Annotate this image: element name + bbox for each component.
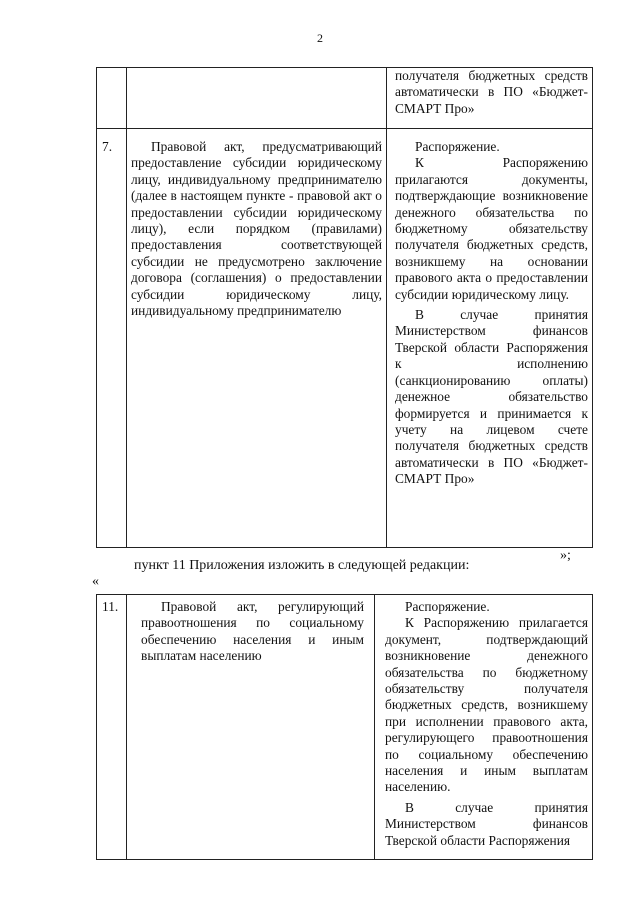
page-number: 2 xyxy=(317,31,323,45)
table-row xyxy=(97,129,593,548)
document-text: получателя бюджетных средств автоматически в ПО «Бюджет-СМАРТ Про» xyxy=(395,68,588,116)
table-row xyxy=(97,68,593,129)
regulation-table-part2 xyxy=(96,594,593,860)
legal-act-text: Правовой акт, предусматривающий предоставление субсидии юридическому лицу, индивидуальному предпринимателю (далее в настоящем пункте - правовой акт о предоставлении субсидии юридическому лицу), если порядком (правилами) предоставления соответствующей субсидии не предусмотрено заключение договора (соглашения) о предоставлении субсидии юридическому лицу, индивидуальному предпринимателю xyxy=(131,139,382,319)
document-paragraph: В случае принятия Министерством финансов Тверской области Распоряжения к исполнению (санкционированию оплаты) денежное обязательство формируется и принимается к учету на лицевом счете получателя бюджетных средств автоматически в ПО «Бюджет-СМАРТ Про» xyxy=(395,307,588,487)
row-number-cell: 7. xyxy=(97,129,127,548)
document-cell xyxy=(387,68,593,129)
row-number-cell: 11. xyxy=(97,595,127,860)
legal-act-text: Правовой акт, регулирующий правоотношения по социальному обеспечению населения и иным выплатам населению xyxy=(141,599,364,664)
document-paragraph: К Распоряжению прилагается документ, подтверждающий возникновение денежного обязательства по бюджетному обязательству получателя бюджетных средств, возникшему при исполнении правового акта, регулирующего правоотношения по социальному обеспечению населения и иным выплатам населению. xyxy=(385,615,588,795)
document-title: Распоряжение. xyxy=(405,599,490,614)
document-paragraph: К Распоряжению прилагаются документы, подтверждающие возникновение денежного обязательства по бюджетному обязательству получателя бюджетных средств, возникшему на основании правового акта о предоставлении субсидии юридическому лицу. xyxy=(395,155,588,302)
opening-quote: « xyxy=(92,574,99,589)
amendment-instruction: пункт 11 Приложения изложить в следующей редакции: xyxy=(134,558,470,573)
regulation-table-part1 xyxy=(96,67,593,548)
document-cell xyxy=(375,595,593,860)
legal-act-cell xyxy=(127,595,375,860)
legal-act-cell xyxy=(127,129,387,548)
legal-act-cell xyxy=(127,68,387,129)
document-paragraph: В случае принятия Министерством финансов Тверской области Распоряжения xyxy=(385,799,588,848)
row-number-cell xyxy=(97,68,127,129)
closing-quote: »; xyxy=(560,548,571,563)
table-row xyxy=(97,595,593,860)
document-cell xyxy=(387,129,593,548)
document-title: Распоряжение. xyxy=(415,139,500,154)
